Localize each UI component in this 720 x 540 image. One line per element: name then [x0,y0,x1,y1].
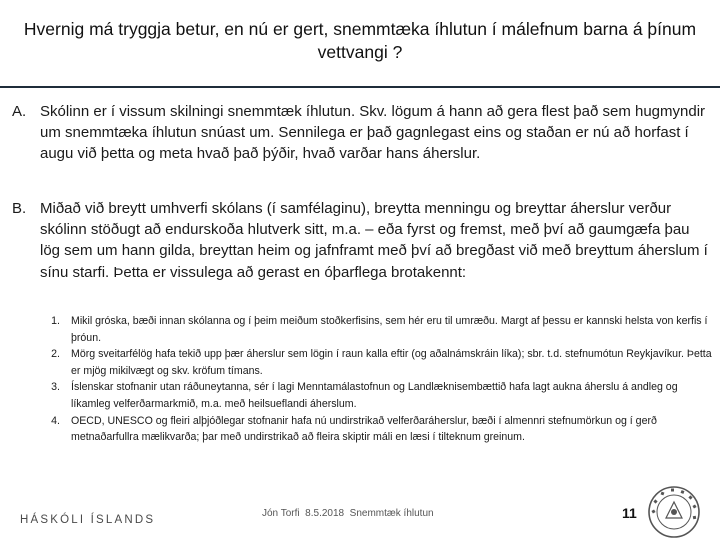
note-number: 3. [51,381,60,394]
note-number: 1. [51,315,60,327]
note-number: 2. [51,348,60,361]
note-item [44,379,712,412]
list-item-b [12,198,708,283]
note-text: Íslenskar stofnanir utan ráðuneytanna, sér í lagi Menntamálastofnun og Landlæknisembættið hafa lagt aukna áherslu á andleg og líkamleg velferðarmarkmið, m.a. með heilsueflandi áherslum. [71,381,678,410]
page-number: 11 [622,505,637,521]
note-text: Mikil gróska, bæði innan skólanna og í þeim meiðum stoðkerfisins, sem hér eru til umræðu. Margt af þessu er kannski helsta von kerfis í þróun. [71,315,708,344]
slide-title: Hvernig má tryggja betur, en nú er gert, snemmtæka íhlutun í málefnum barna á þínum vettvangi ? [23,19,697,62]
title-divider [0,86,720,88]
list-item-a [12,101,708,165]
list-text-b: Miðað við breytt umhverfi skólans (í samfélaginu), breytta menningu og breyttar áherslur verður skólinn stöðugt að endurskoða hlutverk sitt, m.a. – eða fyrst og fremst, með því að gaumgæfa þau lög sem um hann gilda, breyttan heim og jafnframt með því að bregðast við með breyttum áherslum í sínu starfi. Þetta er vissulega að gerast en óþarflega brotakennt: [40,200,708,281]
note-text: OECD, UNESCO og fleiri alþjóðlegar stofnanir hafa nú undirstrikað velferðaráherslur, bæði í almennri stefnumörkun og í gerð metnaðarfullra mælikvarða; þar með undirstrikað að fleira skiptir máli en læsi í tilteknum greinum. [71,414,657,444]
list-marker-a: A. [12,103,27,120]
list-marker-b: B. [12,200,27,217]
list-text-a: Skólinn er í vissum skilningi snemmtæk íhlutun. Skv. lögum á hann að gera flest það sem hugmyndir um snemmtæka íhlutun snúast um. Sennilega er það gagnlegast eins og staðan er nú að horfast í augu við þetta og meta hvað það þýðir, hvað varðar hans áherslur. [40,103,706,163]
note-item [44,346,712,379]
numbered-notes [44,313,712,446]
university-seal-icon [646,484,702,540]
footer-text: Jón Torfi 8.5.2018 Snemmtæk íhlutun [262,508,434,519]
university-logo-text: HÁSKÓLI ÍSLANDS [20,514,156,526]
note-text: Mörg sveitarfélög hafa tekið upp þær áherslur sem lögin í raun kalla eftir (og aðalnámskráin líka); sbr. t.d. stefnumótun Reykjavíkur. Þetta er mjög mikilvægt og skv. kröfum tímans. [71,348,712,377]
note-item [44,413,712,446]
note-item [44,313,712,346]
note-number: 4. [51,414,60,427]
